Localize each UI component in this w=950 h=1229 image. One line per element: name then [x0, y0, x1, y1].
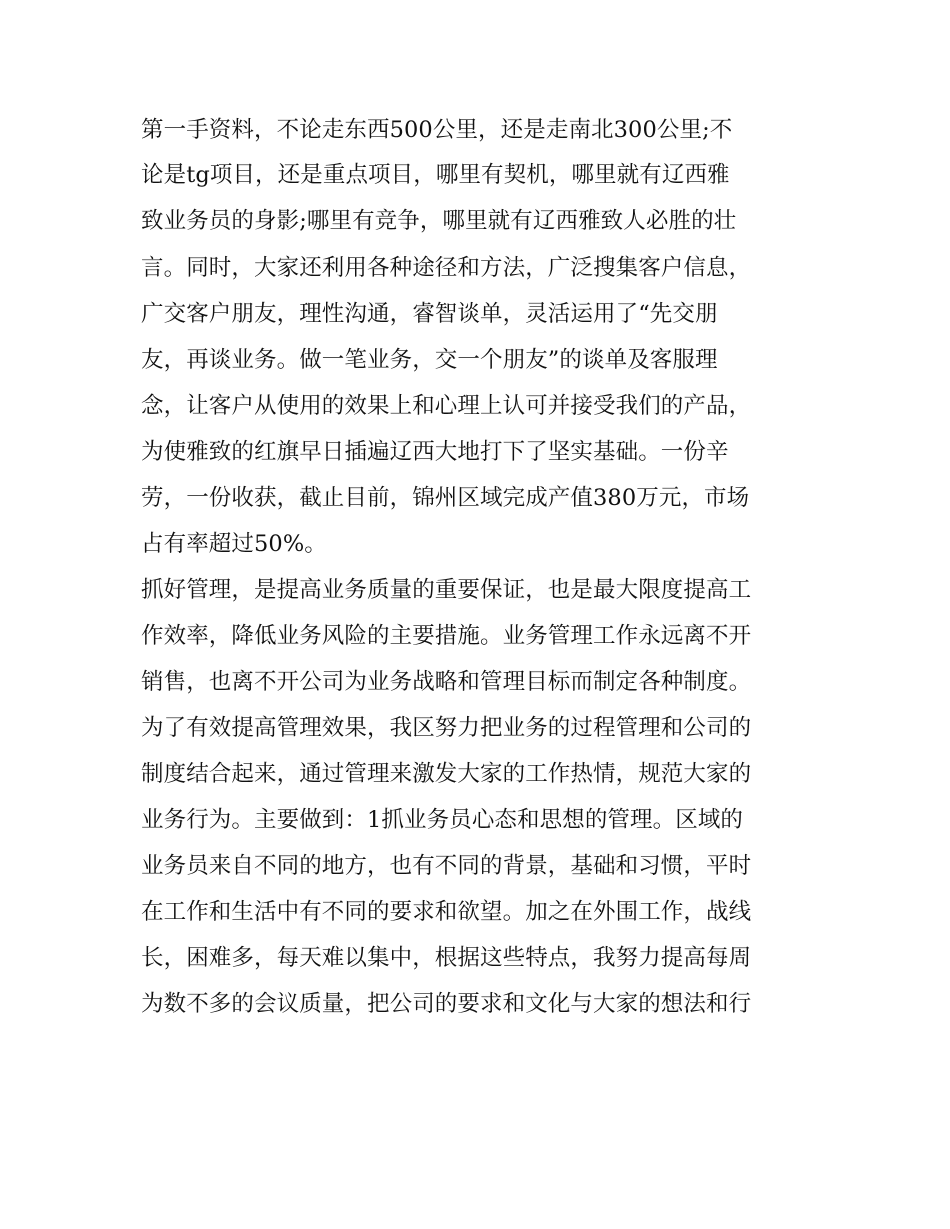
text-line-16: 业务行为。主要做到：1抓业务员心态和思想的管理。区域的 — [141, 807, 744, 833]
text-line-19: 长，困难多，每天难以集中，根据这些特点，我努力提高每周 — [141, 945, 752, 971]
text-line-14: 为了有效提高管理效果，我区努力把业务的过程管理和公司的 — [141, 715, 752, 741]
text-line-3: 致业务员的身影;哪里有竞争，哪里就有辽西雅致人必胜的壮 — [141, 208, 737, 234]
text-line-10: 占有率超过50%。 — [141, 531, 327, 557]
text-line-20: 为数不多的会议质量，把公司的要求和文化与大家的想法和行 — [141, 991, 752, 1017]
text-line-4: 言。同时，大家还利用各种途径和方法，广泛搜集客户信息， — [141, 255, 752, 281]
text-line-18: 在工作和生活中有不同的要求和欲望。加之在外围工作，战线 — [141, 899, 752, 925]
text-line-2: 论是tg项目，还是重点项目，哪里有契机，哪里就有辽西雅 — [141, 162, 730, 188]
text-line-17: 业务员来自不同的地方，也有不同的背景，基础和习惯，平时 — [141, 853, 752, 879]
text-line-9: 劳，一份收获，截止目前，锦州区域完成产值380万元，市场 — [141, 485, 750, 511]
text-line-11: 抓好管理，是提高业务质量的重要保证，也是最大限度提高工 — [141, 577, 752, 603]
text-line-15: 制度结合起来，通过管理来激发大家的工作热情，规范大家的 — [141, 761, 752, 787]
text-line-8: 为使雅致的红旗早日插遍辽西大地打下了坚实基础。一份辛 — [141, 439, 729, 465]
text-line-6: 友，再谈业务。做一笔业务，交一个朋友”的谈单及客服理 — [141, 347, 718, 373]
text-line-13: 销售，也离不开公司为业务战略和管理目标而制定各种制度。 — [141, 669, 752, 695]
text-line-12: 作效率，降低业务风险的主要措施。业务管理工作永远离不开 — [141, 623, 752, 649]
text-line-5: 广交客户朋友，理性沟通，睿智谈单，灵活运用了“先交朋 — [141, 301, 718, 327]
text-line-1: 第一手资料，不论走东西500公里，还是走南北300公里;不 — [141, 117, 733, 143]
text-line-7: 念，让客户从使用的效果上和心理上认可并接受我们的产品， — [141, 393, 752, 419]
